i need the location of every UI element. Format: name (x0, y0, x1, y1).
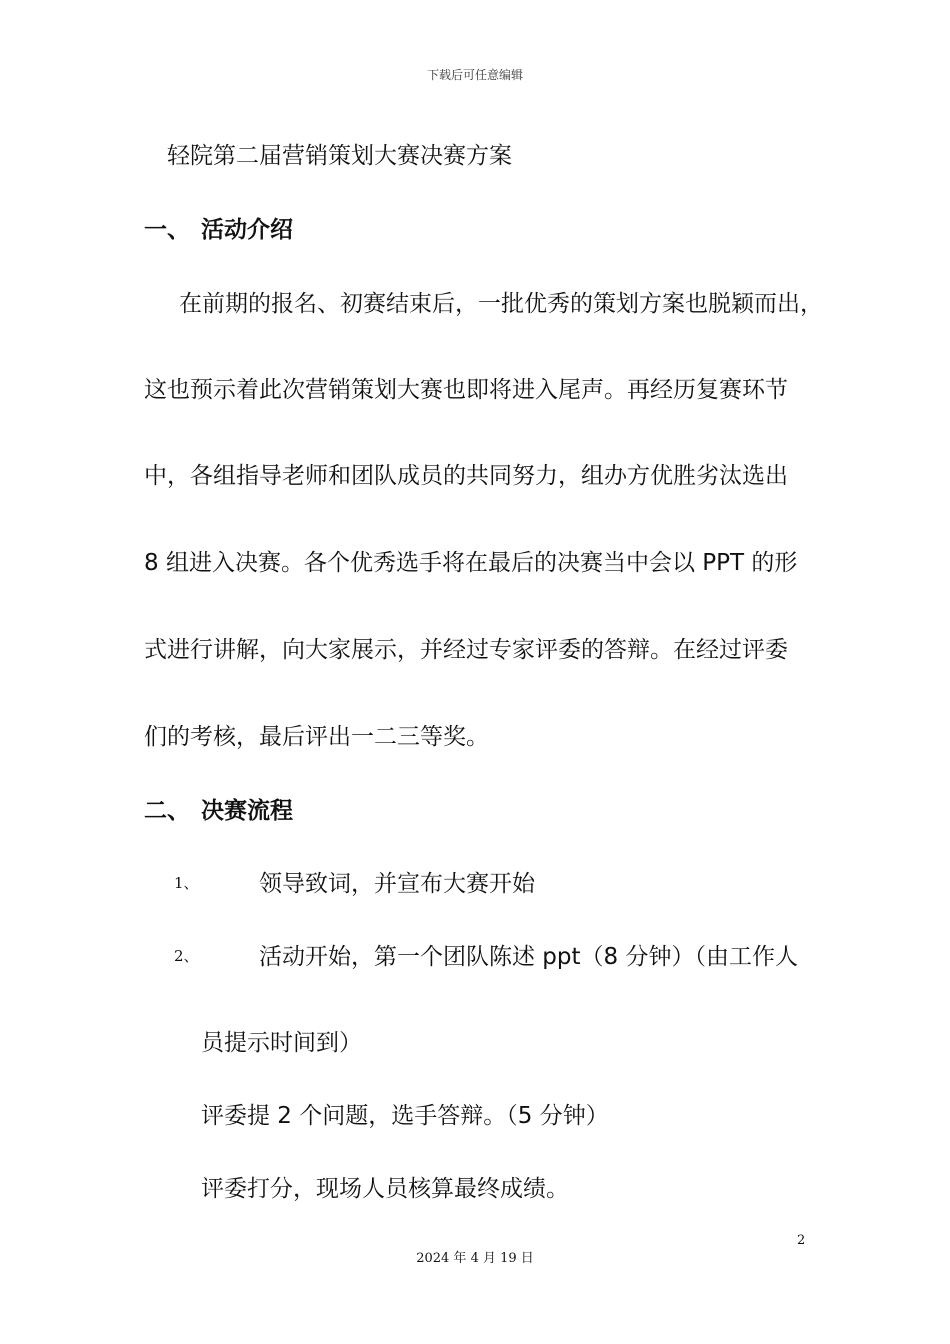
paragraph-line: 这也预示着此次营销策划大赛也即将进入尾声。再经历复赛环节 (144, 377, 788, 403)
list-continuation: 员提示时间到） (201, 1030, 362, 1056)
document-title: 轻院第二届营销策划大赛决赛方案 (167, 143, 512, 169)
paragraph-line: 在前期的报名、初赛结束后，一批优秀的策划方案也脱颖而出， (179, 291, 823, 317)
paragraph-line: 8 组进入决赛。各个优秀选手将在最后的决赛当中会以 PPT 的形 (144, 550, 798, 576)
list-item-text: 领导致词，并宣布大赛开始 (259, 871, 535, 897)
section-number: 一、 (144, 217, 190, 243)
paragraph-line: 们的考核，最后评出一二三等奖。 (144, 724, 489, 750)
paragraph-line: 中，各组指导老师和团队成员的共同努力，组办方优胜劣汰选出 (144, 463, 788, 489)
section-number: 二、 (144, 798, 190, 824)
list-number: 2、 (174, 947, 199, 965)
page-header: 下载后可任意编辑 (426, 68, 523, 82)
page-number: 2 (797, 1233, 806, 1248)
list-continuation: 评委打分，现场人员核算最终成绩。 (201, 1176, 569, 1202)
section-heading-2 (144, 792, 293, 825)
list-number: 1、 (174, 874, 199, 892)
paragraph-line: 式进行讲解，向大家展示，并经过专家评委的答辩。在经过评委 (144, 637, 788, 663)
section-title: 决赛流程 (201, 798, 293, 824)
list-item-text: 活动开始，第一个团队陈述 ppt（8 分钟）（由工作人 (259, 944, 798, 970)
section-title: 活动介绍 (201, 217, 293, 243)
list-continuation: 评委提 2 个问题，选手答辩。（5 分钟） (201, 1103, 609, 1129)
section-heading-1 (144, 211, 293, 244)
footer-date: 2024 年 4 月 19 日 (416, 1251, 534, 1266)
